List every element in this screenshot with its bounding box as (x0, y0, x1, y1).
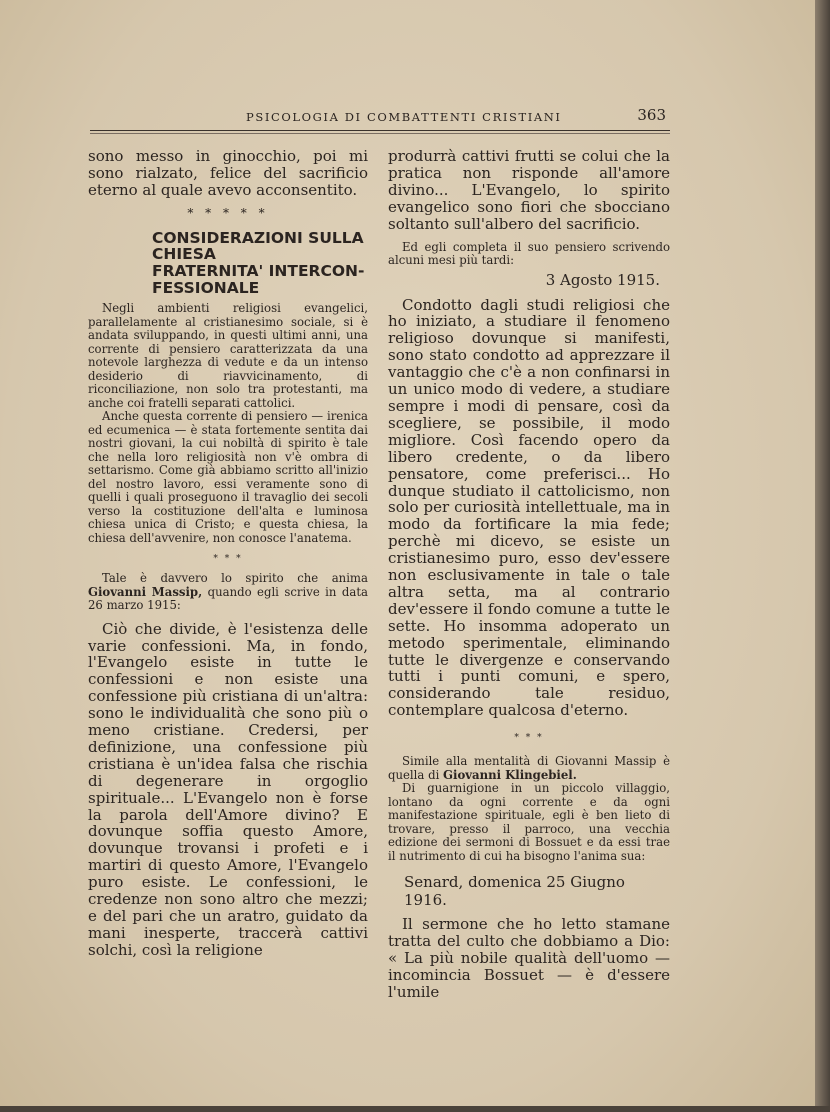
heading-line: FRATERNITA' INTERCON- (152, 261, 365, 280)
left-paragraph-2: Negli ambienti religiosi evangelici, parallelamente al cristianesimo sociale, si è andata sviluppando, in questi ultimi anni, una corrente di pensiero caratterizzata da una notevole larghezza di vedute e da un intenso desiderio di riavvicinamento, di riconciliazione, non solo tra protestanti, ma anche coi fratelli separati cattolici. (88, 301, 368, 410)
section-separator: * * * (514, 733, 544, 744)
right-paragraph-5: Di guarnigione in un piccolo villaggio, lontano da ogni corrente e da ogni manifestazione spirituale, egli è ben lieto di trovare, presso il parroco, una vecchia edizione dei sermoni di Bossuet e da essi trae il nutrimento di cui ha bisogno l'anima sua: (388, 781, 670, 863)
right-paragraph-2: Ed egli completa il suo pensiero scrivendo alcuni mesi più tardi: (388, 239, 670, 268)
person-name: Giovanni Klingebiel. (443, 767, 577, 782)
right-paragraph-1: produrrà cattivi frutti se colui che la pratica non risponde all'amore divino... L'Evangelo, lo spirito evangelico sono fiori che sbocciano soltanto sull'albero del sacrificio. (388, 147, 670, 233)
section-separator: * * * * * (187, 205, 269, 220)
intro-text: Simile alla mentalità di Giovanni Massip è quella di (388, 754, 670, 782)
header-rule-secondary (90, 133, 670, 134)
left-column (88, 148, 368, 959)
person-name: Giovanni Massip, (88, 584, 203, 599)
left-quote-paragraph: Ciò che divide, è l'esistenza delle varie confessioni. Ma, in fondo, l'Evangelo esiste in tutte le confessioni e non esiste una confessione più cristiana di un'altra: sono le individualità che sono più o meno cristiane. Credersi, per definizione, una confessione più cristiana è un'idea falsa che rischia di degenerare in orgoglio spirituale... L'Evangelo non è forse la parola dell'Amore divino? E dovunque soffia questo Amore, dovunque trovansi i profeti e i martiri di questo Amore, l'Evangelo puro esiste. Le confessioni, le credenze non sono altro che mezzi; e del pari che un aratro, guidato da mani inesperte, traccerà cattivi solchi, così la religione (88, 619, 368, 959)
heading-line: CHIESA (152, 245, 216, 264)
right-column (388, 148, 670, 1001)
letter-date: Senard, domenica 25 Giugno 1916. (404, 873, 625, 910)
section-separator: * * * (213, 554, 243, 565)
letter-date: 3 Agosto 1915. (545, 270, 660, 289)
intro-text-end: quando egli scrive in data 26 marzo 1915: (88, 584, 368, 613)
intro-text: Tale è davvero lo spirito che anima (102, 571, 368, 586)
right-paragraph-4 (388, 755, 670, 782)
book-edge (815, 0, 830, 1112)
running-head (90, 106, 670, 130)
book-edge-bottom (0, 1106, 830, 1112)
right-quote-paragraph-2: Il sermone che ho letto stamane tratta del culto che dobbiamo a Dio: « La più nobile qualità dell'uomo — incomincia Bossuet — è d'essere l'umile (388, 915, 670, 1001)
page-number: 363 (637, 106, 666, 124)
running-title: PSICOLOGIA DI COMBATTENTI CRISTIANI (246, 110, 562, 124)
heading-line: FESSIONALE (152, 278, 260, 297)
left-paragraph-4 (88, 572, 368, 613)
left-paragraph-1: sono messo in ginocchio, poi mi sono rialzato, felice del sacrificio eterno al quale avevo acconsentito. (88, 147, 368, 199)
header-rule (90, 130, 670, 131)
right-quote-paragraph: Condotto dagli studi religiosi che ho iniziato, a studiare il fenomeno religioso dovunque si manifesti, sono stato condotto ad apprezzare il vantaggio che c'è a non confinarsi in un unico modo di vedere, a studiare sempre i modi di pensare, così da scegliere, se possibile, il modo migliore. Così facendo opero da libero credente, o da libero pensatore, come preferisci... Ho dunque studiato il cattolicismo, non solo per curiosità intellettuale, ma in modo da fortificare la mia fede; perchè mi dicevo, se esiste un cristianesimo puro, esso dev'essere non esclusivamente in tale o tale altra setta, ma al contrario dev'essere il fondo comune a tutte le sette. Ho insomma adoperato un metodo sperimentale, eliminando tutte le divergenze e conservando tutti i punti comuni, e spero, considerando tale residuo, contemplare qualcosa d'eterno. (388, 295, 670, 720)
section-heading (152, 230, 368, 296)
left-paragraph-3: Anche questa corrente di pensiero — irenica ed ecumenica — è stata fortemente sentita dai nostri giovani, la cui nobiltà di spirito è tale che nella loro religiosità non v'è ombra di settarismo. Come già abbiamo scritto all'inizio del nostro lavoro, essi veramente sono di quelli i quali proseguono il travaglio dei secoli verso la costituzione dell'alta e luminosa chiesa unica di Cristo; e questa chiesa, la chiesa dell'avvenire, non conosce l'anatema. (88, 409, 368, 545)
heading-line: CONSIDERAZIONI SULLA (152, 228, 364, 247)
